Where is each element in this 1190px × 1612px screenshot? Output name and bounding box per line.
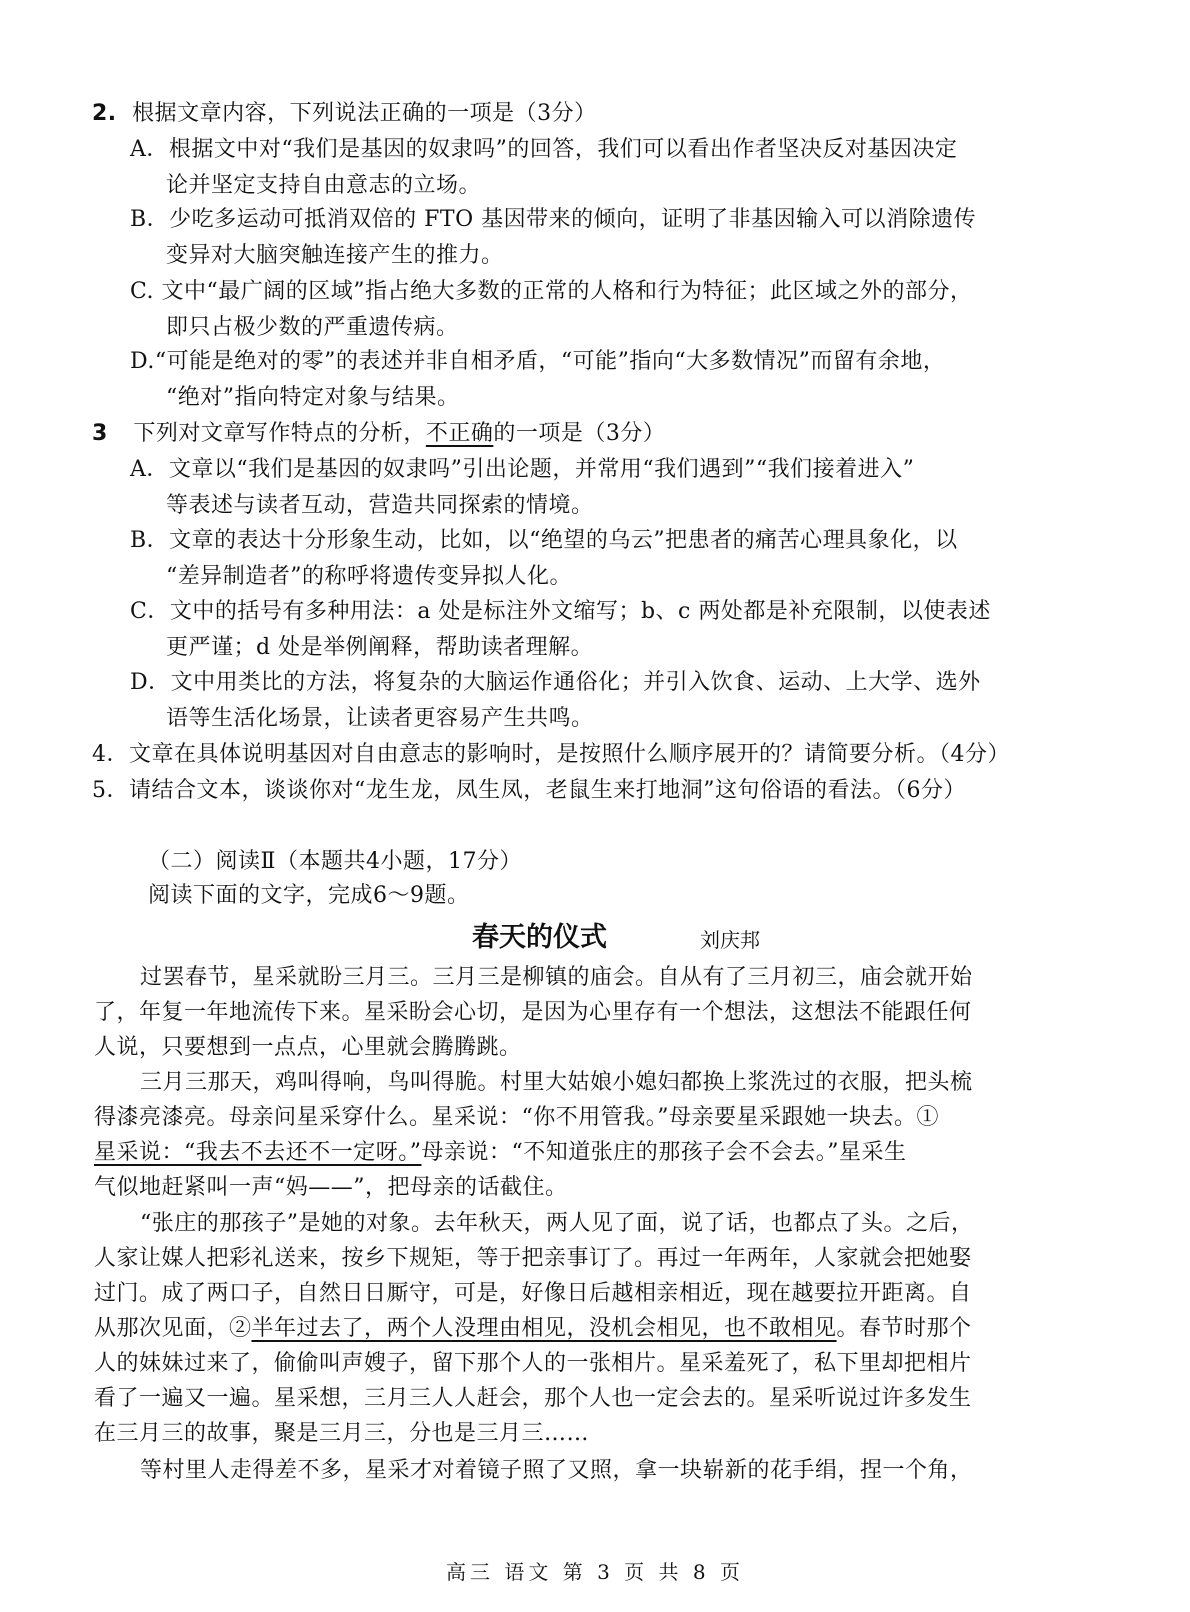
story-p3-line5: 人的妹妹过来了，偷偷叫声嫂子，留下那个人的一张相片。星采羞死了，私下里却把相片 <box>94 1351 972 1376</box>
story-p3-line4-end: 。春节时那个 <box>836 1316 972 1341</box>
story-p1-line2: 了，年复一年地流传下来。星采盼会心切，是因为心里存有一个想法，这想法不能跟任何 <box>94 1000 972 1025</box>
story-p3-line4-start: 从那次见面，② <box>94 1316 252 1341</box>
q3-option-b-line2: “差异制造者”的称呼将遗传变异拟人化。 <box>166 564 572 589</box>
story-p3-line2: 人家让媒人把彩礼送来，按乡下规矩，等于把亲事订了。再过一年两年，人家就会把她娶 <box>94 1246 972 1271</box>
page-footer: 高三 语文 第 3 页 共 8 页 <box>446 1560 744 1584</box>
q2-stem-text: 根据文章内容，下列说法正确的一项是（3分） <box>132 101 597 126</box>
q2-number: 2. <box>92 101 117 126</box>
story-p3-line4 <box>94 1313 972 1345</box>
story-p1-line1: 过罢春节，星采就盼三月三。三月三是柳镇的庙会。自从有了三月初三，庙会就开始 <box>140 965 973 990</box>
q2-option-d-line1: D.“可能是绝对的零”的表述并非自相矛盾，“可能”指向“大多数情况”而留有余地， <box>130 349 946 374</box>
q3-option-a-line2: 等表述与读者互动，营造共同探索的情境。 <box>166 493 594 518</box>
story-underline-2: 半年过去了，两个人没理由相见，没机会相见，也不敢相见 <box>251 1316 837 1341</box>
section-instruction: 阅读下面的文字，完成6～9题。 <box>148 883 470 908</box>
story-p3-line6: 看了一遍又一遍。星采想，三月三人人赶会，那个人也一定会去的。星采听说过许多发生 <box>94 1386 972 1411</box>
story-p2-line3 <box>94 1137 907 1169</box>
q2-stem <box>92 98 597 130</box>
q3-option-c-line2: 更严谨；d 处是举例阐释，帮助读者理解。 <box>166 635 594 660</box>
q3-stem-post: 的一项是（3分） <box>493 421 666 446</box>
q3-stem-pre: 下列对文章写作特点的分析， <box>133 421 426 446</box>
section-heading: （二）阅读Ⅱ（本题共4小题，17分） <box>148 849 522 874</box>
q2-option-d-line2: “绝对”指向特定对象与结果。 <box>166 385 460 410</box>
q5-stem: 5．请结合文本，谈谈你对“龙生龙，凤生凤，老鼠生来打地洞”这句俗语的看法。（6分） <box>92 778 966 803</box>
q2-option-b-line1: B．少吃多运动可抵消双倍的 FTO 基因带来的倾向，证明了非基因输入可以消除遗传 <box>130 207 977 232</box>
story-p3-line1: “张庄的那孩子”是她的对象。去年秋天，两人见了面，说了话，也都点了头。之后， <box>140 1211 974 1236</box>
story-p1-line3: 人说，只要想到一点点，心里就会腾腾跳。 <box>94 1035 522 1060</box>
story-p2-line4: 气似地赶紧叫一声“妈——”，把母亲的话截住。 <box>94 1175 568 1200</box>
story-p3-line3: 过门。成了两口子，自然日日厮守，可是，好像日后越相亲相近，现在越要拉开距离。自 <box>94 1281 972 1306</box>
q3-option-c-line1: C．文中的括号有多种用法：a 处是标注外文缩写；b、c 两处都是补充限制，以使表述 <box>130 599 991 624</box>
story-p2-line3-rest: 母亲说：“不知道张庄的那孩子会不会去。”星采生 <box>421 1140 907 1165</box>
q3-stem-emphasis: 不正确 <box>425 421 494 446</box>
story-p4-line1: 等村里人走得差不多，星采才对着镜子照了又照，拿一块崭新的花手绢，捏一个角， <box>140 1458 973 1483</box>
q2-option-a-line2: 论并坚定支持自由意志的立场。 <box>166 173 482 198</box>
story-title: 春天的仪式 <box>472 922 607 953</box>
q2-option-b-line2: 变异对大脑突触连接产生的推力。 <box>166 243 504 268</box>
q2-option-c-line2: 即只占极少数的严重遗传病。 <box>166 315 459 340</box>
story-underline-1: 星采说：“我去不去还不一定呀。” <box>94 1140 422 1165</box>
story-p2-line1: 三月三那天，鸡叫得响，鸟叫得脆。村里大姑娘小媳妇都换上浆洗过的衣服，把头梳 <box>140 1070 973 1095</box>
story-p3-line7: 在三月三的故事，聚是三月三，分也是三月三…… <box>94 1421 590 1446</box>
story-author: 刘庆邦 <box>700 928 760 952</box>
q3-option-d-line2: 语等生活化场景，让读者更容易产生共鸣。 <box>166 706 594 731</box>
q4-stem: 4．文章在具体说明基因对自由意志的影响时，是按照什么顺序展开的？请简要分析。（4分） <box>92 742 1010 767</box>
q3-stem <box>92 418 665 450</box>
q3-option-b-line1: B．文章的表达十分形象生动，比如，以“绝望的乌云”把患者的痛苦心理具象化，以 <box>130 528 958 553</box>
q2-option-a-line1: A．根据文中对“我们是基因的奴隶吗”的回答，我们可以看出作者坚决反对基因决定 <box>130 137 958 162</box>
q2-option-c-line1: C. 文中“最广阔的区域”指占绝大多数的正常的人格和行为特征；此区域之外的部分， <box>130 279 973 304</box>
q3-option-a-line1: A．文章以“我们是基因的奴隶吗”引出论题，并常用“我们遇到”“我们接着进入” <box>130 457 915 482</box>
q3-option-d-line1: D．文中用类比的方法，将复杂的大脑运作通俗化；并引入饮食、运动、上大学、选外 <box>130 670 981 695</box>
story-p2-line2: 得漆亮漆亮。母亲问星采穿什么。星采说：“你不用管我。”母亲要星采跟她一块去。① <box>94 1105 939 1130</box>
q3-number: 3 <box>92 421 108 446</box>
